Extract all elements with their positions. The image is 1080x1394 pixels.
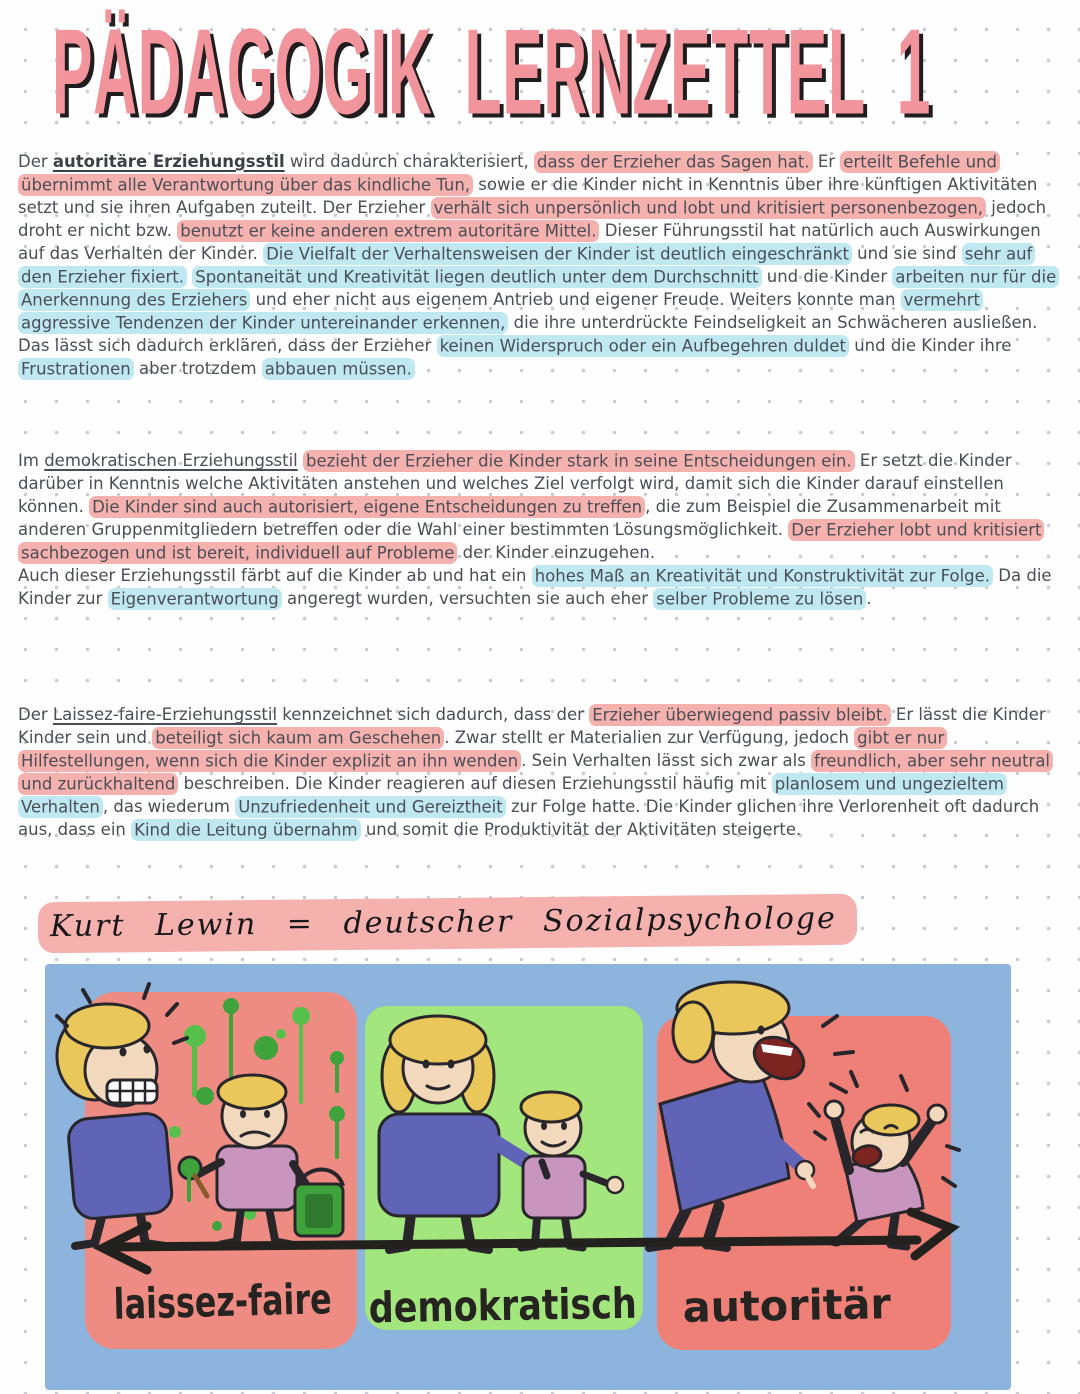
text-segment-plain: und somit die Produktivität der Aktivitäten steigerte. <box>360 820 802 839</box>
text-segment-plain: Auch dieser Erziehungsstil färbt auf die Kinder ab und hat ein <box>18 566 532 585</box>
text-segment-plain: Im <box>18 451 45 470</box>
text-segment-blue: Spontaneität und Kreativität liegen deutlich unter dem Durchschnitt <box>192 266 761 288</box>
text-segment-plain: und die Kinder <box>761 267 893 286</box>
text-segment-plain: Der <box>18 152 53 171</box>
paragraph-laissez-faire <box>18 703 1064 841</box>
text-segment-blue: arbeiten nur für die Anerkennung des Erziehers <box>18 266 1059 311</box>
text-segment-plain: Er lässt die Kinder Kinder sein und <box>18 705 1046 747</box>
text-segment-plain: aber trotzdem <box>133 359 262 378</box>
text-segment-plain: jedoch droht er nicht bzw. <box>18 198 1047 240</box>
text-segment-blue: vermehrt aggressive Tendenzen der Kinder untereinander erkennen, <box>18 289 983 334</box>
text-segment-blue: planlosem und ungezieltem Verhalten <box>18 773 1007 818</box>
text-segment-plain: Der <box>18 705 53 724</box>
parenting-styles-illustration <box>45 964 1011 1390</box>
text-segment-blue: hohes Maß an Kreativität und Konstruktivität zur Folge. <box>532 565 993 587</box>
text-segment-plain: und die Kinder ihre <box>848 336 1012 355</box>
text-segment-pink: benutzt er keine anderen extrem autoritäre Mittel. <box>177 220 599 242</box>
paragraph-demokratisch <box>18 449 1064 610</box>
handwritten-note-text: Kurt Lewin = deutscher Sozialpsychologe <box>38 894 857 954</box>
text-segment-plain: der Kinder einzugehen. <box>457 543 656 562</box>
text-segment-plain: angeregt wurden, versuchten sie auch eher <box>281 589 654 608</box>
text-segment-plain: . Sein Verhalten lässt sich zwar als <box>521 751 812 770</box>
text-segment-blue: Frustrationen <box>18 358 134 380</box>
raised-fist <box>825 1101 843 1119</box>
text-segment-pink: bezieht der Erzieher die Kinder stark in seine Entscheidungen ein. <box>303 450 855 472</box>
text-segment-blue: Eigenverantwortung <box>108 588 282 610</box>
text-segment-plain: sowie er die Kinder nicht in Kenntnis über ihre künftigen Aktivitäten setzt und sie ihren Aufgaben zuteilt. Der Erzieher <box>18 175 1038 217</box>
text-segment-plain: beschreiben. Die Kinder reagieren auf diesen Erziehungsstil häufig mit <box>178 774 772 793</box>
label-autoritaer: autoritär <box>682 1279 895 1332</box>
text-segment-pink: erteilt Befehle und übernimmt alle Verantwortung über das kindliche Tun, <box>18 151 1000 196</box>
handwritten-note <box>38 898 857 949</box>
text-segment-pink: Erzieher überwiegend passiv bleibt. <box>589 704 891 726</box>
text-segment-pink: dass der Erzieher das Sagen hat. <box>534 151 813 173</box>
text-segment-blue: Kind die Leitung übernahm <box>131 819 360 841</box>
text-segment-underline: demokratischen Erziehungsstil <box>44 451 298 470</box>
label-demokratisch: demokratisch <box>368 1277 692 1333</box>
text-segment-pink: Der Erzieher lobt und kritisiert sachbezogen und ist bereit, individuell auf Probleme <box>18 519 1044 564</box>
text-segment-plain: Er <box>812 152 841 171</box>
text-segment-plain: Dieser Führungsstil hat natürlich auch Auswirkungen auf das Verhalten der Kinder. <box>18 221 1041 263</box>
text-segment-pink: freundlich, aber sehr neutral und zurückhaltend <box>18 750 1053 795</box>
text-segment-blue: keinen Widerspruch oder ein Aufbegehren duldet <box>437 335 849 357</box>
text-segment-plain: , die zum Beispiel die Zusammenarbeit mit anderen Gruppenmitgliedern betreffen oder die Wahl einer bestimmten Lösungsmöglichkeit. <box>18 497 1001 539</box>
page-title-text: PÄDAGOGIK LERNZETTEL 1 <box>52 5 932 140</box>
text-segment-blue: Unzufriedenheit und Gereiztheit <box>235 796 506 818</box>
text-segment-plain: Da die Kinder zur <box>18 566 1052 608</box>
text-segment-plain: Er setzt die Kinder darüber in Kenntnis welche Aktivitäten anstehen und welches Ziel verfolgt wird, damit sich die Kinder darauf einstellen können. <box>18 451 1012 516</box>
paragraph-autoritaer <box>18 150 1064 380</box>
text-segment-pink: beteiligt sich kaum am Geschehen <box>152 727 444 749</box>
text-segment-blue: Die Vielfalt der Verhaltensweisen der Kinder ist deutlich eingeschränkt <box>263 243 852 265</box>
text-segment-blue: abbauen müssen. <box>262 358 415 380</box>
text-segment-plain: kennzeichnet sich dadurch, dass der <box>277 705 590 724</box>
text-segment-bold-underline: autoritäre Erziehungsstil <box>52 152 285 171</box>
text-segment-underline: Laissez-faire-Erziehungsstil <box>52 705 278 724</box>
text-segment-plain: und sie sind <box>851 244 962 263</box>
text-segment-pink: Die Kinder sind auch autorisiert, eigene Entscheidungen zu treffen <box>89 496 645 518</box>
text-segment-plain: wird dadurch charakterisiert, <box>284 152 535 171</box>
raised-fist <box>928 1105 946 1123</box>
text-segment-pink: verhält sich unpersönlich und lobt und kritisiert personenbezogen, <box>431 197 986 219</box>
gritted-teeth <box>107 1080 157 1103</box>
text-segment-blue: selber Probleme zu lösen <box>653 588 866 610</box>
text-segment-plain: und eher nicht aus eigenem Antrieb und eigener Freude. Weiters konnte man <box>250 290 901 309</box>
text-segment-plain: . Zwar stellt er Materialien zur Verfügung, jedoch <box>444 728 855 747</box>
text-segment-pink: gibt er nur Hilfestellungen, wenn sich die Kinder explizit an ihn wenden <box>18 727 947 772</box>
text-segment-plain: zur Folge hatte. Die Kinder glichen ihre Verlorenheit oft dadurch aus, dass ein <box>18 797 1040 839</box>
label-laissez-faire: laissez-faire <box>113 1272 402 1329</box>
text-segment-blue: sehr auf den Erzieher fixiert. <box>18 243 1035 288</box>
text-segment-plain: , das wiederum <box>102 797 236 816</box>
text-segment-plain: . <box>866 589 872 608</box>
page-title <box>52 4 1080 144</box>
text-segment-plain: die ihre unterdrückte Feindseligkeit an Schwächeren ausließen. Das lässt sich dadurch erklären, dass der Erzieher <box>18 313 1038 355</box>
